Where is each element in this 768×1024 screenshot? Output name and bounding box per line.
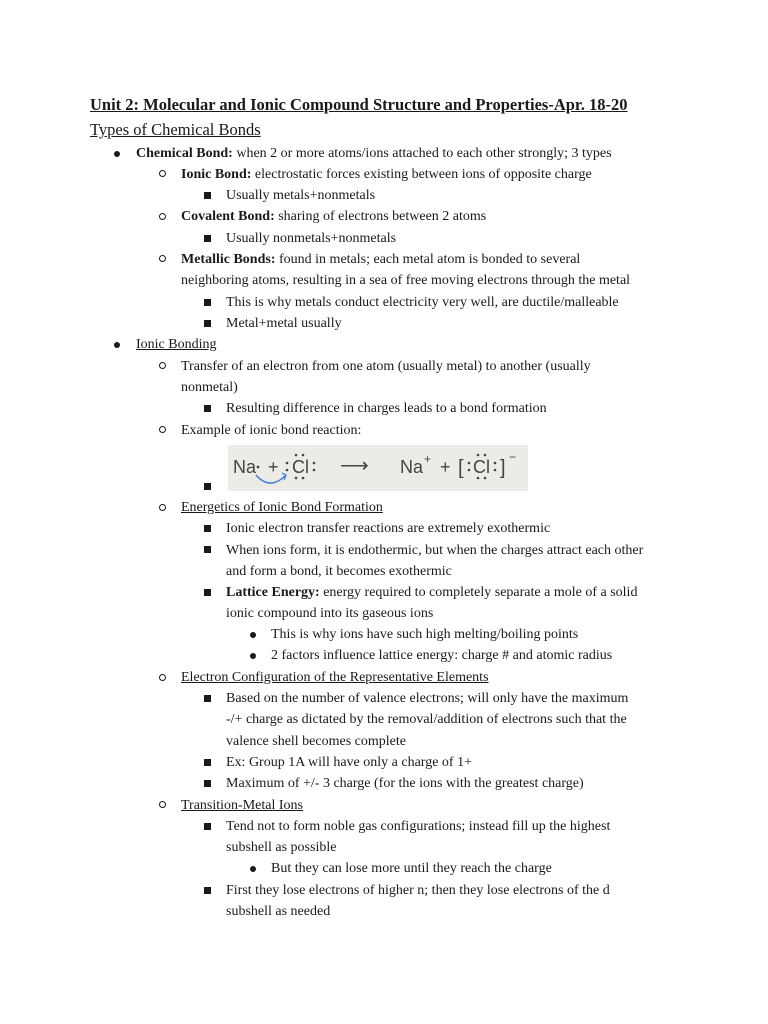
list-item: Example of ionic bond reaction: (181, 423, 362, 438)
reaction-arrow: ⟶ (340, 455, 369, 477)
svg-text:]: ] (500, 457, 506, 479)
bullet-circle (159, 170, 166, 177)
list-item-continuation: -/+ charge as dictated by the removal/addition of electrons such that the (226, 712, 627, 727)
ionic-reaction-image (228, 445, 528, 491)
bullet-square (204, 320, 211, 327)
list-item: Maximum of +/- 3 charge (for the ions with the greatest charge) (226, 776, 584, 791)
list-item: This is why ions have such high melting/boiling points (271, 627, 579, 642)
list-item: Usually nonmetals+nonmetals (226, 231, 397, 246)
chloride-ion-symbol: Cl (473, 457, 490, 477)
term-definition: energy required to completely separate a mole of a solid (319, 585, 638, 600)
list-item: Transfer of an electron from one atom (usually metal) to another (usually (181, 359, 591, 374)
bullet-square (204, 780, 211, 787)
page-title: Unit 2: Molecular and Ionic Compound Structure and Properties-Apr. 18-20 (90, 95, 628, 114)
svg-text:[: [ (458, 457, 464, 479)
list-item (181, 164, 592, 186)
list-item (181, 206, 486, 228)
term-label: Covalent Bond: (181, 209, 275, 224)
bullet-circle (159, 674, 166, 681)
list-item: Usually metals+nonmetals (226, 188, 376, 203)
list-item: Ex: Group 1A will have only a charge of 1+ (226, 755, 472, 770)
term-definition: electrostatic forces existing between ions of opposite charge (251, 167, 592, 182)
list-item (136, 143, 612, 165)
bullet-square (204, 299, 211, 306)
sodium-ion-charge: + (424, 452, 432, 466)
reaction-diagram (228, 445, 528, 491)
list-item: Metal+metal usually (226, 316, 342, 331)
list-item: Resulting difference in charges leads to a bond formation (226, 401, 547, 416)
bullet-square (204, 525, 211, 532)
list-item: First they lose electrons of higher n; then they lose electrons of the d (226, 883, 610, 898)
bullet-square (204, 546, 211, 553)
bullet-disc (114, 342, 120, 348)
bullet-circle (159, 213, 166, 220)
list-item-heading: Transition-Metal Ions (181, 798, 303, 813)
plus-sign: + (440, 457, 451, 477)
bullet-square (204, 759, 211, 766)
term-label: Lattice Energy: (226, 585, 320, 600)
list-item-continuation: subshell as possible (226, 840, 337, 855)
term-definition: sharing of electrons between 2 atoms (274, 209, 487, 224)
plus-sign: + (268, 457, 279, 477)
term-definition: when 2 or more atoms/ions attached to each other strongly; 3 types (232, 146, 612, 161)
bullet-square (204, 589, 211, 596)
list-item (181, 249, 580, 271)
list-item (226, 582, 637, 604)
term-label: Chemical Bond: (136, 146, 233, 161)
list-item: 2 factors influence lattice energy: charge # and atomic radius (271, 648, 613, 663)
bullet-disc (250, 866, 256, 872)
chloride-ion-charge: − (509, 450, 517, 464)
term-label: Metallic Bonds: (181, 252, 276, 267)
list-item: This is why metals conduct electricity very well, are ductile/malleable (226, 295, 619, 310)
bullet-square (204, 405, 211, 412)
bullet-circle (159, 362, 166, 369)
term-label: Ionic Bond: (181, 167, 252, 182)
list-item-continuation: subshell as needed (226, 904, 331, 919)
bullet-square (204, 192, 211, 199)
list-item-continuation: neighboring atoms, resulting in a sea of free moving electrons through the metal (181, 273, 631, 288)
list-item-heading: Ionic Bonding (136, 337, 217, 352)
list-item-heading: Energetics of Ionic Bond Formation (181, 500, 383, 515)
list-item: But they can lose more until they reach the charge (271, 861, 552, 876)
list-item: Ionic electron transfer reactions are extremely exothermic (226, 521, 551, 536)
chlorine-symbol: Cl (292, 457, 309, 477)
bullet-circle (159, 504, 166, 511)
list-item-continuation: and form a bond, it becomes exothermic (226, 564, 452, 579)
bullet-square (204, 235, 211, 242)
list-item-continuation: nonmetal) (181, 380, 238, 395)
bullet-square (204, 695, 211, 702)
bullet-disc (250, 632, 256, 638)
list-item: Tend not to form noble gas configurations; instead fill up the highest (226, 819, 611, 834)
bullet-square (204, 823, 211, 830)
list-item-continuation: ionic compound into its gaseous ions (226, 606, 434, 621)
sodium-symbol: Na (233, 457, 257, 477)
list-item: Based on the number of valence electrons; will only have the maximum (226, 691, 629, 706)
bullet-circle (159, 801, 166, 808)
section-heading: Types of Chemical Bonds (90, 120, 261, 139)
bullet-square (204, 887, 211, 894)
term-definition: found in metals; each metal atom is bonded to several (275, 252, 581, 267)
bullet-disc (250, 653, 256, 659)
list-item: When ions form, it is endothermic, but when the charges attract each other (226, 543, 644, 558)
sodium-ion-symbol: Na (400, 457, 424, 477)
bullet-circle (159, 426, 166, 433)
list-item-continuation: valence shell becomes complete (226, 734, 406, 749)
bullet-circle (159, 255, 166, 262)
list-item-heading: Electron Configuration of the Representative Elements (181, 670, 489, 685)
bullet-disc (114, 151, 120, 157)
bullet-square (204, 483, 211, 490)
